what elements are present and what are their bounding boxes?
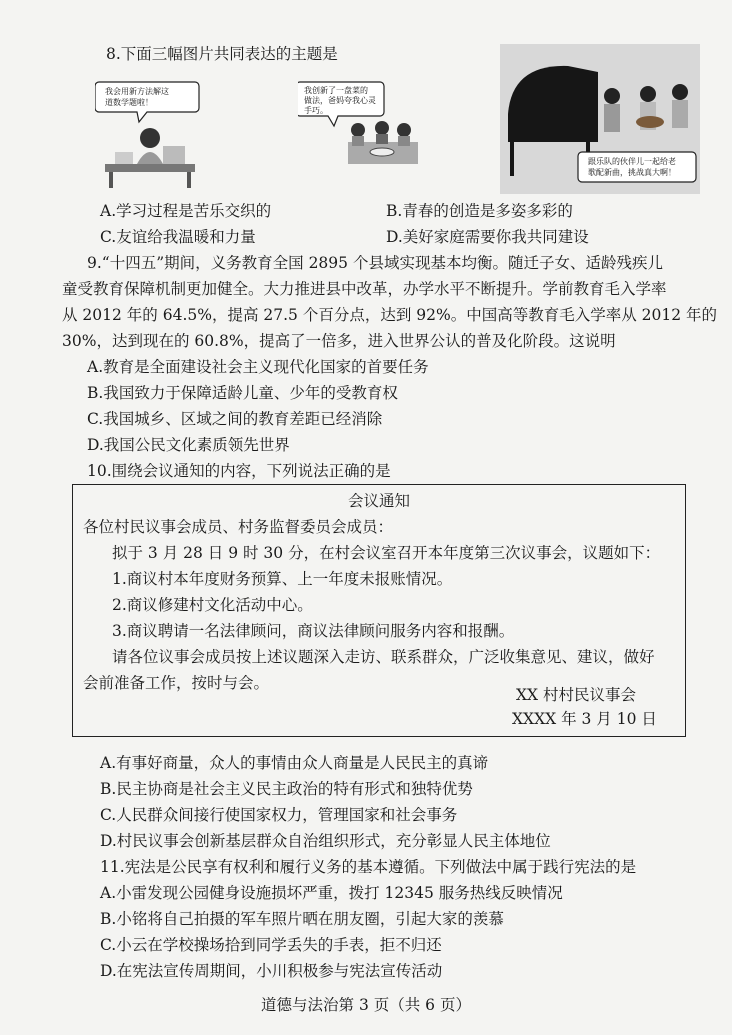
- q9-stem-line-3: 从 2012 年的 64.5%，提高 27.5 个百分点，达到 92%。中国高等教育毛入学率从 2012 年的: [62, 306, 718, 324]
- notice-item-1: 1.商议村本年度财务预算、上一年度未报账情况。: [112, 570, 453, 588]
- q11-option-b[interactable]: B.小铭将自己拍摄的军车照片晒在朋友圈，引起大家的羡慕: [100, 910, 504, 928]
- q9-option-a[interactable]: A.教育是全面建设社会主义现代化国家的首要任务: [87, 358, 429, 376]
- illustration-family-cooking: [298, 78, 430, 178]
- svg-text:我会用新方法解这道数学题啦！: 我会用新方法解这道数学题啦！: [105, 87, 169, 107]
- q11-option-c[interactable]: C.小云在学校操场拾到同学丢失的手表，拒不归还: [100, 936, 442, 954]
- q8-option-b[interactable]: B.青春的创造是多姿多彩的: [386, 202, 573, 220]
- q8-option-a[interactable]: A.学习过程是苦乐交织的: [100, 202, 272, 220]
- q10-stem: 10.围绕会议通知的内容，下列说法正确的是: [87, 462, 391, 480]
- q9-option-c[interactable]: C.我国城乡、区域之间的教育差距已经消除: [87, 410, 383, 428]
- notice-item-2: 2.商议修建村文化活动中心。: [112, 596, 313, 614]
- q11-option-d[interactable]: D.在宪法宣传周期间，小川积极参与宪法宣传活动: [100, 962, 443, 980]
- illustration-band-music: [500, 44, 700, 194]
- q10-option-d[interactable]: D.村民议事会创新基层群众自治组织形式，充分彰显人民主体地位: [100, 832, 551, 850]
- notice-signer: XX 村村民议事会: [516, 686, 636, 704]
- notice-date: XXXX 年 3 月 10 日: [512, 710, 657, 728]
- q8-stem: 8.下面三幅图片共同表达的主题是: [106, 45, 338, 63]
- q10-option-a[interactable]: A.有事好商量，众人的事情由众人商量是人民民主的真谛: [100, 754, 489, 772]
- q9-stem-line-4: 30%，达到现在的 60.8%，提高了一倍多，进入世界公认的普及化阶段。这说明: [62, 332, 616, 350]
- page-footer: 道德与法治第 3 页（共 6 页）: [261, 996, 471, 1014]
- notice-line-1: 拟于 3 月 28 日 9 时 30 分，在村会议室召开本年度第三次议事会，议题如下：: [112, 544, 661, 562]
- svg-text:跟乐队的伙伴儿一起给老歌配新曲，挑战真大啊！: 跟乐队的伙伴儿一起给老歌配新曲，挑战真大啊！: [588, 157, 676, 177]
- q10-option-c[interactable]: C.人民群众间接行使国家权力，管理国家和社会事务: [100, 806, 458, 824]
- q8-option-c[interactable]: C.友谊给我温暖和力量: [100, 228, 256, 246]
- notice-title: 会议通知: [348, 492, 411, 510]
- notice-request-line-1: 请各位议事会成员按上述议题深入走访、联系群众，广泛收集意见、建议，做好: [112, 648, 655, 666]
- bubble-1-line: 我会用新方法解这: [105, 87, 169, 96]
- notice-request-line-2: 会前准备工作，按时与会。: [83, 674, 270, 692]
- q10-option-b[interactable]: B.民主协商是社会主义民主政治的特有形式和独特优势: [100, 780, 473, 798]
- q9-option-b[interactable]: B.我国致力于保障适龄儿童、少年的受教育权: [87, 384, 398, 402]
- notice-salutation: 各位村民议事会成员、村务监督委员会成员：: [83, 518, 394, 536]
- notice-item-3: 3.商议聘请一名法律顾问，商议法律顾问服务内容和报酬。: [112, 622, 515, 640]
- q8-option-d[interactable]: D.美好家庭需要你我共同建设: [386, 228, 589, 246]
- svg-text:我创新了一盘菜的做法，爸妈夸我心灵手巧。: 我创新了一盘菜的做法，爸妈夸我心灵手巧。: [304, 86, 376, 115]
- q9-stem-line-1: 9.“十四五”期间，义务教育全国 2895 个县域实现基本均衡。随迁子女、适龄残疾儿: [87, 254, 663, 272]
- illustration-student-math: [95, 76, 205, 190]
- q9-stem-line-2: 童受教育保障机制更加健全。大力推进县中改革，办学水平不断提升。学前教育毛入学率: [62, 280, 667, 298]
- q11-stem: 11.宪法是公民享有权利和履行义务的基本遵循。下列做法中属于践行宪法的是: [100, 858, 637, 876]
- q9-option-d[interactable]: D.我国公民文化素质领先世界: [87, 436, 290, 454]
- q11-option-a[interactable]: A.小雷发现公园健身设施损坏严重，拨打 12345 服务热线反映情况: [100, 884, 563, 902]
